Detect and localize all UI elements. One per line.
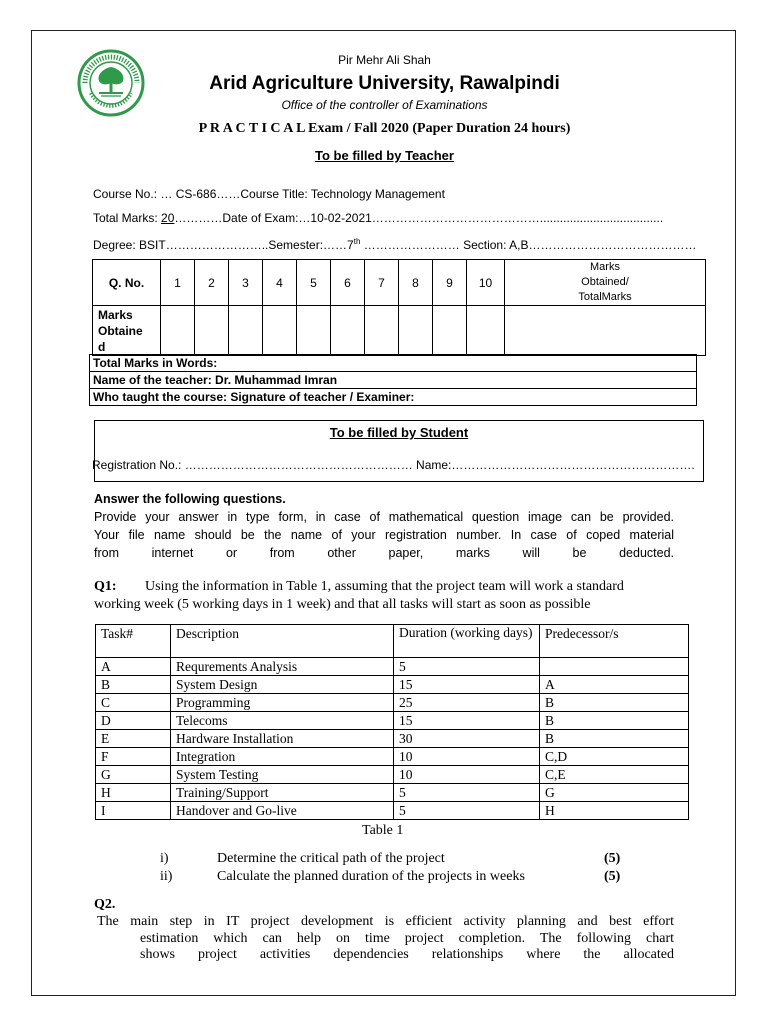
- q2-text: The main step in IT project development is efficient activity planning and best effort: [97, 914, 674, 929]
- marks-cell[interactable]: [195, 306, 229, 356]
- q-num: 8: [399, 260, 433, 306]
- student-box: [94, 420, 704, 482]
- header-predecessor: Predecessor/s: [540, 625, 689, 658]
- part-marks: (5): [604, 851, 621, 866]
- header-duration: Duration (working days): [394, 625, 540, 658]
- marks-cell[interactable]: [297, 306, 331, 356]
- marks-cell[interactable]: [433, 306, 467, 356]
- total-marks-label: Total Marks:: [93, 211, 162, 225]
- marks-table: [92, 259, 706, 356]
- instruction-line: Provide your answer in type form, in case of mathematical question image can be provided.: [94, 510, 674, 524]
- marks-cell[interactable]: [161, 306, 195, 356]
- q2-text: estimation which can help on time project completion. The following chart: [140, 931, 674, 946]
- q-num: 1: [161, 260, 195, 306]
- total-header: Marks Obtained/ TotalMarks: [505, 260, 706, 306]
- exam-date: …………Date of Exam:…10-02-2021…………………………………….....................................: [174, 211, 664, 225]
- table-row: H Training/Support 5 G: [96, 784, 689, 802]
- semester-sup: th: [353, 237, 361, 246]
- marks-obtained-row: [93, 306, 706, 356]
- teacher-info-box: [89, 354, 697, 406]
- degree-semester: Degree: BSIT……………………..Semester:……7: [93, 238, 354, 252]
- q-num: 3: [229, 260, 263, 306]
- header-description: Description: [171, 625, 394, 658]
- q-num: 4: [263, 260, 297, 306]
- q1-text: working week (5 working days in 1 week) and that all tasks will start as soon as possible: [94, 597, 591, 612]
- section: …………………… Section: A,B……………………………………: [360, 238, 697, 252]
- part-marks: (5): [604, 869, 621, 884]
- q-num: 5: [297, 260, 331, 306]
- q1-text: Using the information in Table 1, assuming that the project team will work a standard: [145, 579, 624, 594]
- q2-text: shows project activities dependencies relationships where the allocated: [140, 947, 674, 962]
- marks-cell[interactable]: [365, 306, 399, 356]
- teacher-section-title: To be filled by Teacher: [315, 148, 454, 163]
- office-subtitle: Office of the controller of Examinations: [281, 98, 488, 112]
- part-number: ii): [160, 869, 173, 884]
- marks-date-line: [93, 211, 663, 225]
- task-table-header: [96, 625, 689, 658]
- q-num: 2: [195, 260, 229, 306]
- university-name: Arid Agriculture University, Rawalpindi: [209, 73, 560, 94]
- registration-line: Registration No.: ………………………………………………… Name:…………………………………………………….: [92, 458, 695, 472]
- header-task: Task#: [96, 625, 171, 658]
- marks-table-header: [93, 260, 706, 306]
- table-row: B System Design 15 A: [96, 676, 689, 694]
- course-line: Course No.: … CS-686……Course Title: Technology Management: [93, 187, 445, 201]
- marks-cell[interactable]: [331, 306, 365, 356]
- exam-paper: [31, 30, 736, 996]
- exam-title: P R A C T I C A L Exam / Fall 2020 (Paper Duration 24 hours): [198, 121, 571, 136]
- teacher-name: Name of the teacher: Dr. Muhammad Imran: [90, 372, 696, 389]
- marks-cell[interactable]: [263, 306, 297, 356]
- q-num: 9: [433, 260, 467, 306]
- q-num: 7: [365, 260, 399, 306]
- marks-cell[interactable]: [467, 306, 505, 356]
- table-row: A Requrements Analysis 5: [96, 658, 689, 676]
- table-caption: Table 1: [362, 823, 404, 838]
- degree-line: [93, 237, 696, 252]
- task-table: [95, 624, 689, 820]
- q1-label: Q1:: [94, 579, 117, 594]
- qno-header: Q. No.: [93, 260, 161, 306]
- university-prefix: Pir Mehr Ali Shah: [338, 53, 431, 67]
- marks-cell[interactable]: [229, 306, 263, 356]
- marks-cell[interactable]: [399, 306, 433, 356]
- q-num: 10: [467, 260, 505, 306]
- taught-by: Who taught the course: Signature of teacher / Examiner:: [93, 390, 415, 404]
- total-marks-value: 20: [161, 211, 175, 225]
- instruction-line: Your file name should be the name of your registration number. In case of coped material: [94, 528, 674, 542]
- part-text: Calculate the planned duration of the projects in weeks: [217, 869, 525, 884]
- part-text: Determine the critical path of the project: [217, 851, 445, 866]
- marks-obtained-label: Marks Obtaine d: [93, 306, 161, 356]
- table-row: F Integration 10 C,D: [96, 748, 689, 766]
- table-row: D Telecoms 15 B: [96, 712, 689, 730]
- instructions-heading: Answer the following questions.: [94, 492, 286, 506]
- total-marks-cell[interactable]: [505, 306, 706, 356]
- q2-label: Q2.: [94, 897, 116, 912]
- student-section-title: To be filled by Student: [329, 425, 469, 440]
- table-row: G System Testing 10 C,E: [96, 766, 689, 784]
- table-row: I Handover and Go-live 5 H: [96, 802, 689, 820]
- table-row: E Hardware Installation 30 B: [96, 730, 689, 748]
- instruction-line: from internet or from other paper, marks will be deducted.: [94, 546, 674, 560]
- part-number: i): [160, 851, 169, 866]
- total-marks-words: Total Marks in Words:: [90, 355, 696, 372]
- table-row: C Programming 25 B: [96, 694, 689, 712]
- q-num: 6: [331, 260, 365, 306]
